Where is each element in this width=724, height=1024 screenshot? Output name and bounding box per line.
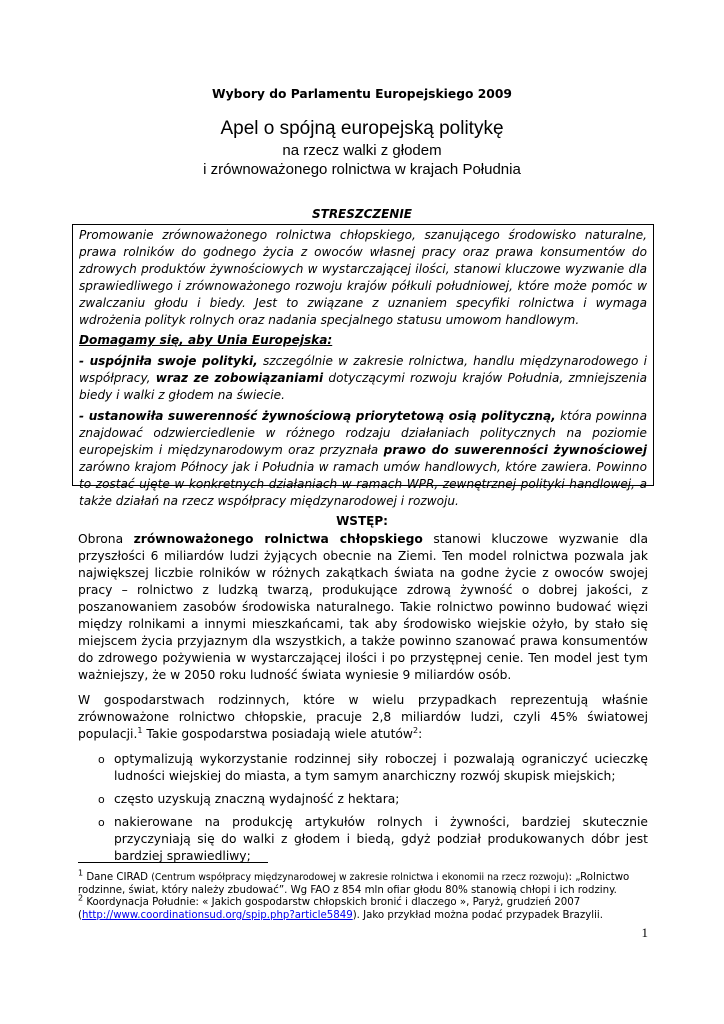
summary-demand: Domagamy się, aby Unia Europejska: — [79, 333, 333, 348]
title-line-1: Apel o spójną europejską politykę — [220, 118, 504, 139]
intro-paragraph-1: Obrona zrównoważonego rolnictwa chłopskiego stanowi kluczowe wyzwanie dla przyszłości 6 miliardów ludzi żyjących obecnie na Ziemi. Ten model rolnictwa pozwala jak największej liczbie rolników w różnych zakątkach świata na godne życie z owoców swojej pracy – rolnictwo z ludzką twarzą, produkujące zdrową żywność o dobrej jakości, z poszanowaniem zasobów środowiska naturalnego. Takie rolnictwo powinno budować więzi między rolnikami a innymi mieszkańcami, tak aby środowisko wiejskie ożyło, by stało się miejscem życia przyjaznym dla wszystkich, a także powinno szanować prawa konsumentów do zdrowego pożywienia w wystarczającej ilości i po przystępnej cenie. Ten model jest tym ważniejszy, że w 2050 roku ludność świata wyniesie 9 miliardów osób. — [78, 532, 648, 682]
title-line-2: na rzecz walki z głodem — [282, 142, 442, 159]
document-title — [0, 117, 724, 179]
footnote-1: $^1$ Dane CIRAD (Centrum współpracy międzynarodowej w zakresie rolnictwa i ekonomii na rzecz rozwoju): „Rolnictwo rodzinne, świat, który należy zbudować”. Wg FAO z 854 mln ofiar głodu 80% stanowią chłopi i ich rodziny. — [78, 868, 630, 896]
bullet-icon: o — [98, 793, 105, 806]
list-item: o często uzyskują znaczną wydajność z hektara; — [98, 792, 400, 806]
footnote-link[interactable]: http://www.coordinationsud.org/spip.php?article5849 — [81, 909, 353, 921]
summary-point-2: - ustanowiła suwerenność żywnościową priorytetową osią polityczną, która powinna znajdować odzwierciedlenie w różnego rodzaju działaniach politycznych na poziomie europejskim i międzynarodowym oraz przyznała prawo do suwerenności żywnościowej zarówno krajom Północy jak i Południa w ramach umów handlowych, które zawiera. Powinno to zostać ujęte w konkretnych działaniach w ramach WPR, zewnętrznej polityki handlowej, a także działań na rzecz współpracy międzynarodowej i rozwoju. — [79, 409, 648, 508]
bullet-icon: o — [98, 753, 105, 766]
footnote-2: $^2$ Koordynacja Południe: « Jakich gospodarstw chłopskich bronić i dlaczego », Paryż, grudzień 2007 (http://www.coordinationsud.org/spip.php?article5849). Jako przykład można podać przypadek Brazylii. — [78, 893, 603, 921]
footnote-divider — [78, 862, 268, 863]
intro-heading: WSTĘP: — [336, 514, 388, 528]
summary-intro: Promowanie zrównoważonego rolnictwa chłopskiego, szanującego środowisko naturalne, prawa rolników do godnego życia z owoców własnej pracy oraz prawa konsumentów do zdrowych produktów żywnościowych w wystarczającej ilości, stanowi kluczowe wyzwanie dla sprawiedliwego i zrównoważonego rozwoju krajów półkuli południowej, które może pomóc w zwalczaniu głodu i biedy. Jest to związane z uznaniem specyfiki rolnictwa i wymaga wdrożenia polityk rolnych oraz nadania specjalnego statusu umowom handlowym. — [79, 228, 647, 327]
page-number: 1 — [641, 925, 648, 940]
footnotes — [78, 868, 650, 922]
footnote-ref-2[interactable]: 2 — [412, 725, 419, 735]
summary-box — [72, 224, 654, 508]
list-item: o optymalizują wykorzystanie rodzinnej siły roboczej i pozwalają ograniczyć ucieczkę ludności wiejskiej do miasta, a tym samym anarchiczny rozwój skupisk miejskich; — [98, 752, 648, 783]
title-line-3: i zrównoważonego rolnictwa w krajach Południa — [203, 161, 521, 178]
document-header: Wybory do Parlamentu Europejskiego 2009 — [212, 87, 512, 101]
footnote-ref-1[interactable]: 1 — [137, 725, 143, 735]
summary-heading: STRESZCZENIE — [311, 207, 413, 221]
list-item: o nakierowane na produkcję artykułów rolnych i żywności, bardziej skutecznie przyczyniają się do walki z głodem i biedą, gdyż podział produkowanych dóbr jest bardziej sprawiedliwy; — [98, 815, 648, 863]
summary-point-1: - uspójniła swoje polityki, szczególnie w zakresie rolnictwa, handlu międzynarodowego i współpracy, wraz ze zobowiązaniami dotyczącymi rozwoju krajów Południa, zmniejszenia biedy i walki z głodem na świecie. — [79, 354, 648, 403]
intro-paragraph-2: W gospodarstwach rodzinnych, które w wielu przypadkach reprezentują właśnie zrównoważone rolnictwo chłopskie, pracuje 2,8 miliardów ludzi, czyli 45% światowej populacji.$^1$ Takie gospodarstwa posiadają wiele atutów$^2$: — [78, 693, 648, 741]
advantages-list — [78, 751, 648, 865]
bullet-icon: o — [98, 816, 105, 829]
intro-body — [78, 531, 648, 871]
